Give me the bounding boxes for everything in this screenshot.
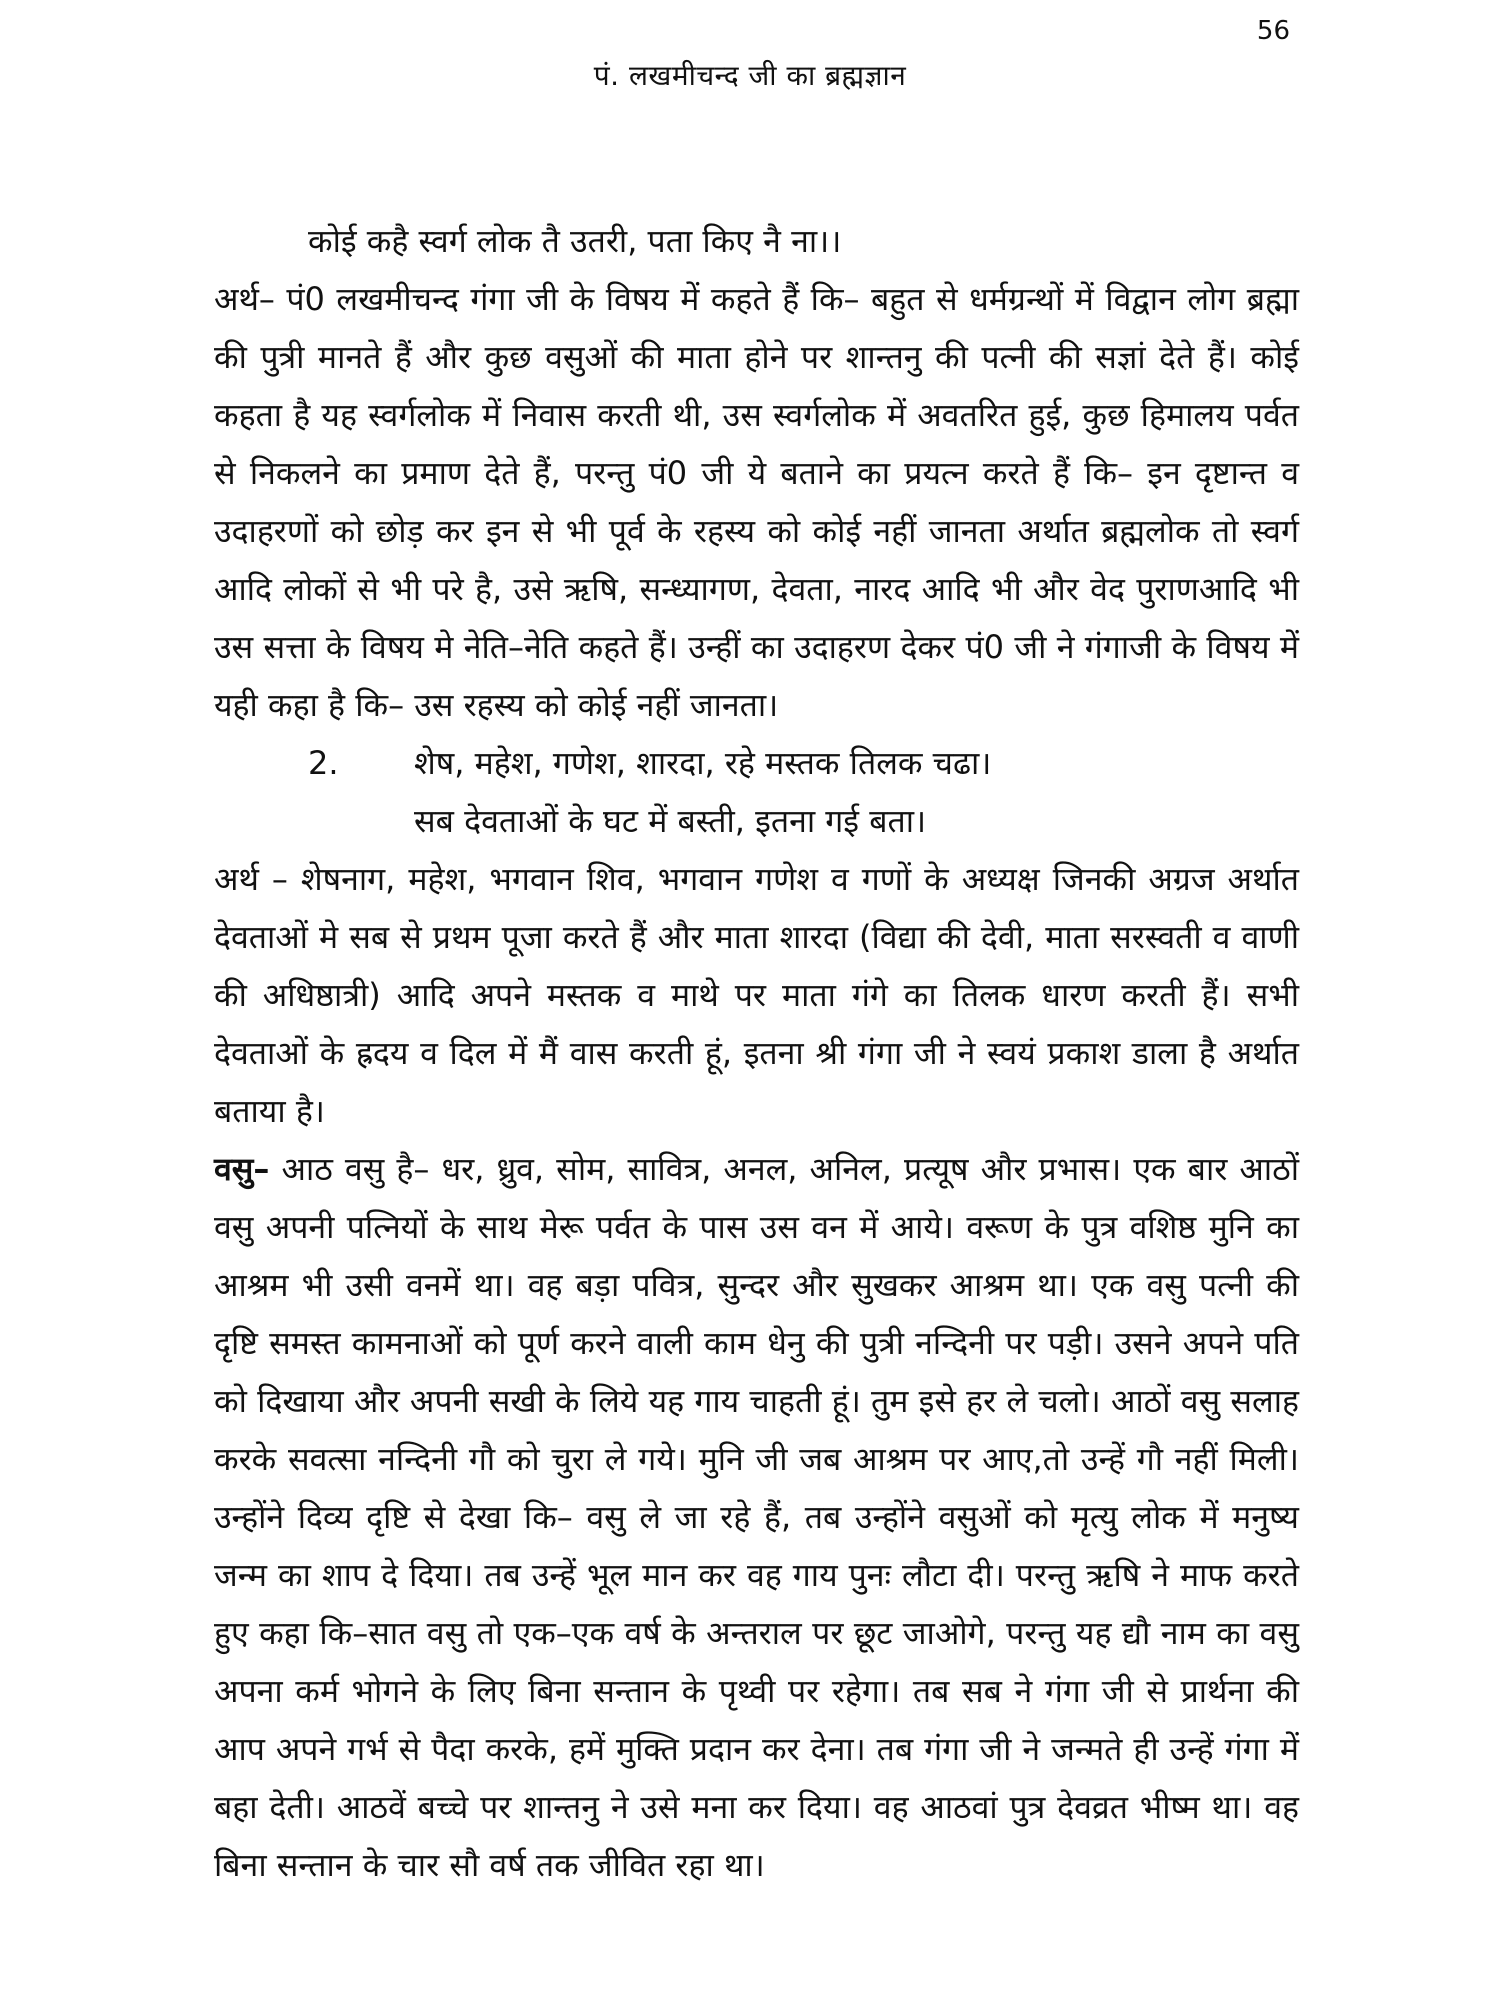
- meaning-paragraph-1: अर्थ– पं0 लखमीचन्द गंगा जी के विषय में कहते हैं कि– बहुत से धर्मग्रन्थों में विद्वान लोग ब्रह्मा की पुत्री मानते हैं और कुछ वसुओं की माता होने पर शान्तनु की पत्नी की सज्ञां देते हैं। कोई कहता है यह स्वर्गलोक में निवास करती थी, उस स्वर्गलोक में अवतरित हुई, कुछ हिमालय पर्वत से निकलने का प्रमाण देते हैं, परन्तु पं0 जी ये बताने का प्रयत्न करते हैं कि– इन दृष्टान्त व उदाहरणों को छोड़ कर इन से भी पूर्व के रहस्य को कोई नहीं जानता अर्थात ब्रह्मलोक तो स्वर्ग आदि लोकों से भी परे है, उसे ऋषि, सन्ध्यागण, देवता, नारद आदि भी और वेद पुराणआदि भी उस सत्ता के विषय मे नेति–नेति कहते हैं। उन्हीं का उदाहरण देकर पं0 जी ने गंगाजी के विषय में यही कहा है कि– उस रहस्य को कोई नहीं जानता।: [214, 280, 1299, 724]
- running-header: पं. लखमीचन्द जी का ब्रह्मज्ञान: [593, 59, 907, 92]
- verse-line: कोई कहै स्वर्ग लोक तै उतरी, पता किए नै ना।।: [308, 222, 842, 260]
- verse-2: [214, 734, 1299, 850]
- page-number: 56: [1256, 16, 1290, 46]
- verse-2-line-2: सब देवताओं के घट में बस्ती, इतना गई बता।: [414, 802, 927, 840]
- vasu-term: वसु–: [214, 1150, 270, 1188]
- verse-text: शेष, महेश, गणेश, शारदा, रहे मस्तक तिलक चढा।: [414, 744, 992, 782]
- verse-2-line-1: [214, 734, 1299, 792]
- verse-number: 2.: [308, 744, 339, 782]
- meaning-paragraph-2: अर्थ – शेषनाग, महेश, भगवान शिव, भगवान गणेश व गणों के अध्यक्ष जिनकी अग्रज अर्थात देवताओं मे सब से प्रथम पूजा करते हैं और माता शारदा (विद्या की देवी, माता सरस्वती व वाणी की अधिष्ठात्री) आदि अपने मस्तक व माथे पर माता गंगे का तिलक धारण करती हैं। सभी देवताओं के ह्रदय व दिल में मैं वास करती हूं, इतना श्री गंगा जी ने स्वयं प्रकाश डाला है अर्थात बताया है।: [214, 860, 1299, 1130]
- page-body: [214, 212, 1299, 1894]
- vasu-text: आठ वसु है– धर, ध्रुव, सोम, सावित्र, अनल, अनिल, प्रत्यूष और प्रभास। एक बार आठों वसु अपनी पत्नियों के साथ मेरू पर्वत के पास उस वन में आये। वरूण के पुत्र वशिष्ठ मुनि का आश्रम भी उसी वनमें था। वह बड़ा पवित्र, सुन्दर और सुखकर आश्रम था। एक वसु पत्नी की दृष्टि समस्त कामनाओं को पूर्ण करने वाली काम धेनु की पुत्री नन्दिनी पर पड़ी। उसने अपने पति को दिखाया और अपनी सखी के लिये यह गाय चाहती हूं। तुम इसे हर ले चलो। आठों वसु सलाह करके सवत्सा नन्दिनी गौ को चुरा ले गये। मुनि जी जब आश्रम पर आए,तो उन्हें गौ नहीं मिली। उन्होंने दिव्य दृष्टि से देखा कि– वसु ले जा रहे हैं, तब उन्होंने वसुओं को मृत्यु लोक में मनुष्य जन्म का शाप दे दिया। तब उन्हें भूल मान कर वह गाय पुनः लौटा दी। परन्तु ऋषि ने माफ करते हुए कहा कि–सात वसु तो एक–एक वर्ष के अन्तराल पर छूट जाओगे, परन्तु यह द्यौ नाम का वसु अपना कर्म भोगने के लिए बिना सन्तान के पृथ्वी पर रहेगा। तब सब ने गंगा जी से प्रार्थना की आप अपने गर्भ से पैदा करके, हमें मुक्ति प्रदान कर देना। तब गंगा जी ने जन्मते ही उन्हें गंगा में बहा देती। आठवें बच्चे पर शान्तनु ने उसे मना कर दिया। वह आठवां पुत्र देवव्रत भीष्म था। वह बिना सन्तान के चार सौ वर्ष तक जीवित रहा था।: [214, 1150, 1299, 1884]
- vasu-paragraph: [214, 1140, 1299, 1894]
